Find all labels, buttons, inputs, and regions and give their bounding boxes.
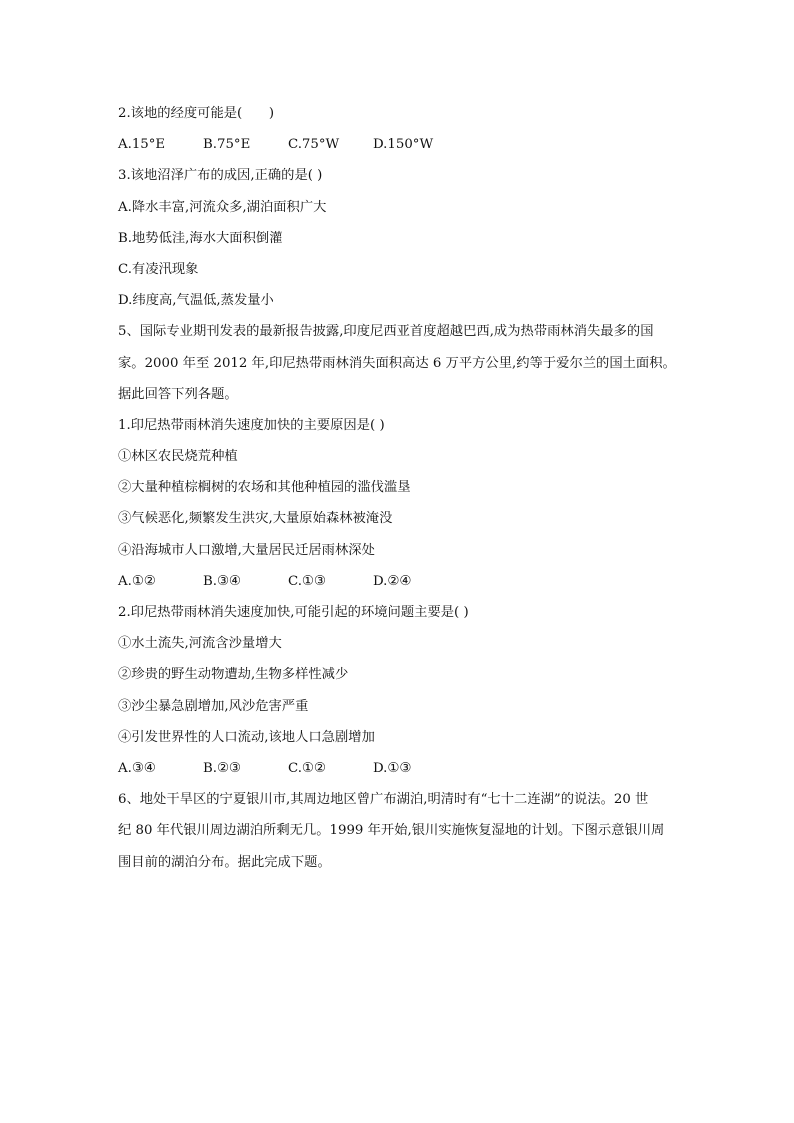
text-line: ②大量种植棕榈树的农场和其他种植园的滥伐滥垦 [118, 480, 411, 496]
answer-option: C.75°W [288, 137, 340, 153]
text-line: ④沿海城市人口激增,大量居民迁居雨林深处 [118, 542, 375, 558]
answer-options [118, 753, 698, 784]
text-line: 家。2000 年至 2012 年,印尼热带雨林消失面积高达 6 万平方公里,约等于爱尔兰的国土面积。 [118, 355, 676, 371]
text-line: 2.该地的经度可能是( ) [118, 106, 275, 121]
text-line: 纪 80 年代银川周边湖泊所剩无几。1999 年开始,银川实施恢复湿地的计划。下图示意银川周 [118, 823, 665, 839]
answer-option: C.①② [288, 760, 326, 776]
answer-options [118, 129, 698, 160]
answer-option: D.②④ [373, 573, 412, 589]
text-line: B.地势低洼,海水大面积倒灌 [118, 230, 283, 246]
answer-option: A.③④ [118, 760, 156, 776]
answer-option: B.③④ [203, 573, 241, 589]
text-line: D.纬度高,气温低,蒸发量小 [118, 293, 274, 309]
text-line: 1.印尼热带雨林消失速度加快的主要原因是( ) [118, 417, 385, 433]
answer-option: C.①③ [288, 573, 326, 589]
document-page [118, 98, 698, 878]
answer-option: B.②③ [203, 760, 241, 776]
answer-option: B.75°E [203, 137, 251, 153]
text-line: 围目前的湖泊分布。据此完成下题。 [118, 854, 331, 870]
text-line: C.有凌汛现象 [118, 261, 199, 277]
answer-option: D.①③ [373, 760, 412, 776]
answer-option: A.15°E [118, 137, 166, 153]
answer-option: A.①② [118, 573, 156, 589]
text-line: 据此回答下列各题。 [118, 386, 238, 402]
answer-options [118, 566, 698, 597]
text-line: ①林区农民烧荒种植 [118, 449, 238, 465]
text-line: 2.印尼热带雨林消失速度加快,可能引起的环境问题主要是( ) [118, 605, 469, 620]
text-line: ④引发世界性的人口流动,该地人口急剧增加 [118, 729, 375, 745]
text-line: ③气候恶化,频繁发生洪灾,大量原始森林被淹没 [118, 511, 393, 527]
text-line: ③沙尘暴急剧增加,风沙危害严重 [118, 698, 309, 714]
answer-option: D.150°W [373, 137, 434, 153]
text-line: 6、地处干旱区的宁夏银川市,其周边地区曾广布湖泊,明清时有“七十二连湖”的说法。20 世 [118, 792, 649, 808]
text-line: ②珍贵的野生动物遭劫,生物多样性减少 [118, 667, 349, 683]
text-line: 3.该地沼泽广布的成因,正确的是( ) [118, 168, 323, 184]
text-line: ①水土流失,河流含沙量增大 [118, 636, 282, 652]
text-line: A.降水丰富,河流众多,湖泊面积广大 [118, 199, 327, 215]
text-line: 5、国际专业期刊发表的最新报告披露,印度尼西亚首度超越巴西,成为热带雨林消失最多的国 [118, 324, 654, 340]
